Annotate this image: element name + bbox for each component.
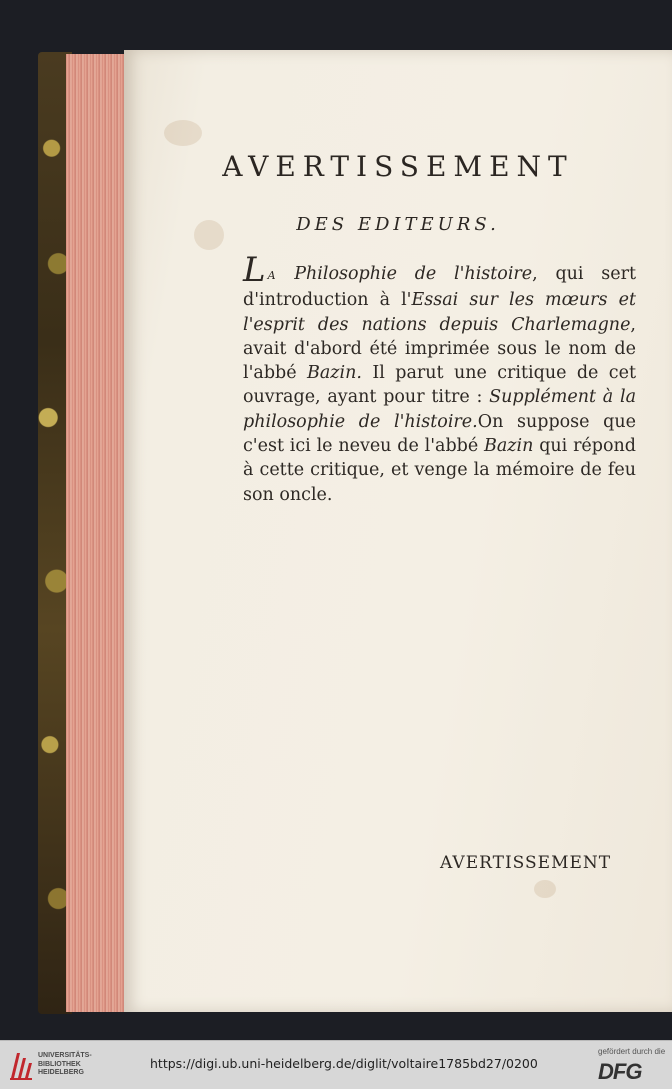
dfg-logo[interactable]: DFG xyxy=(598,1059,642,1084)
drop-cap: L xyxy=(243,250,266,290)
university-logo-icon[interactable] xyxy=(8,1049,34,1081)
library-name-line: UNIVERSITÄTS- xyxy=(38,1052,92,1059)
catchword: AVERTISSEMENT xyxy=(440,853,612,873)
text-run: , qui sert d'introduction à l' xyxy=(243,264,636,311)
library-name-line: HEIDELBERG xyxy=(38,1069,84,1076)
paper-stain xyxy=(164,120,202,146)
page-subtitle: DES EDITEURS. xyxy=(296,214,500,235)
text-italic: Bazin xyxy=(484,436,534,457)
page-edges xyxy=(66,54,128,1012)
text-italic: Essai sur les mœurs et l'esprit des nations depuis Charlemagne xyxy=(243,290,636,335)
text-italic: Bazin. xyxy=(307,363,362,384)
text-italic: Supplément à la philosophie de l'histoire. xyxy=(243,387,636,432)
text-run: Il parut une critique de cet ouvrage, ayant pour titre : xyxy=(243,363,636,408)
permalink-url[interactable]: https://digi.ub.uni-heidelberg.de/diglit/voltaire1785bd27/0200 xyxy=(150,1056,538,1071)
paragraph xyxy=(243,250,636,507)
small-caps: A xyxy=(267,269,277,282)
library-name xyxy=(38,1052,108,1078)
text-italic: Philosophie de l'histoire xyxy=(276,264,533,284)
funding-label: gefördert durch die xyxy=(598,1047,666,1056)
library-name-line: BIBLIOTHEK xyxy=(38,1060,81,1068)
paper-stain xyxy=(534,880,556,898)
text-run: , avait d'abord été imprimée sous le nom de l'abbé xyxy=(243,314,636,384)
page-title: AVERTISSEMENT xyxy=(222,150,574,183)
footer-bar xyxy=(0,1040,672,1089)
text-run: On suppose que c'est ici le neveu de l'abbé xyxy=(243,411,636,457)
text-run: qui répond à cette critique, et venge la mémoire de feu son oncle. xyxy=(243,436,636,505)
